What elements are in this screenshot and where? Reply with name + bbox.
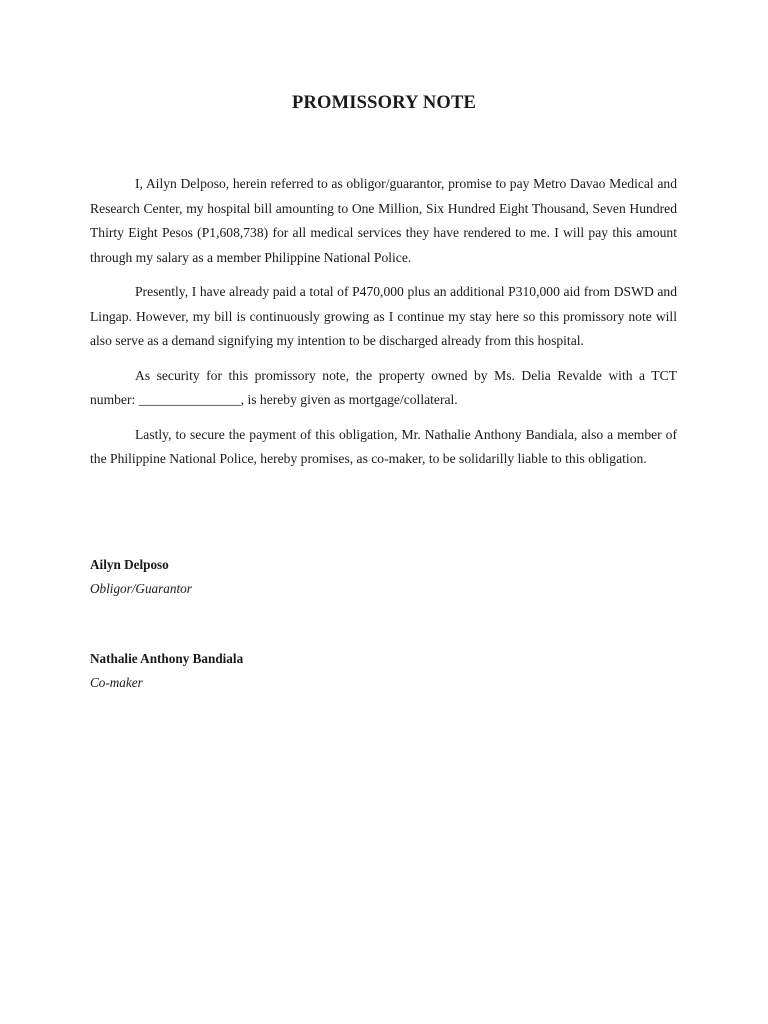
- paragraph-co-maker: Lastly, to secure the payment of this obligation, Mr. Nathalie Anthony Bandiala, also a member of the Philippine National Police, hereby promises, as co-maker, to be solidarilly liable to this obligation.: [90, 426, 677, 466]
- paragraph-obligation: I, Ailyn Delposo, herein referred to as obligor/guarantor, promise to pay Metro Davao Medical and Research Center, my hospital bill amounting to One Million, Six Hundred Eight Thousand, Seven Hundred Thirty Eight Pesos (P1,608,738) for all medical services they have rendered to me. I will pay this amount through my salary as a member Philippine National Police.: [90, 176, 677, 265]
- co-maker-name: Nathalie Anthony Bandiala: [90, 651, 244, 666]
- document-title: PROMISSORY NOTE: [291, 93, 477, 113]
- paragraph-security: As security for this promissory note, the property owned by Ms. Delia Revalde with a TCT number: _______________, is hereby given as mortgage/collateral.: [90, 367, 677, 407]
- signature-block-obligor: [90, 556, 192, 598]
- obligor-role: Obligor/Guarantor: [90, 581, 192, 596]
- document-body: [90, 172, 677, 482]
- signature-block-co-maker: [90, 650, 243, 692]
- co-maker-role: Co-maker: [90, 675, 143, 690]
- obligor-name: Ailyn Delposo: [90, 557, 169, 572]
- paragraph-payment-status: Presently, I have already paid a total of P470,000 plus an additional P310,000 aid from DSWD and Lingap. However, my bill is continuously growing as I continue my stay here so this promissory note will also serve as a demand signifying my intention to be discharged already from this hospital.: [90, 284, 677, 348]
